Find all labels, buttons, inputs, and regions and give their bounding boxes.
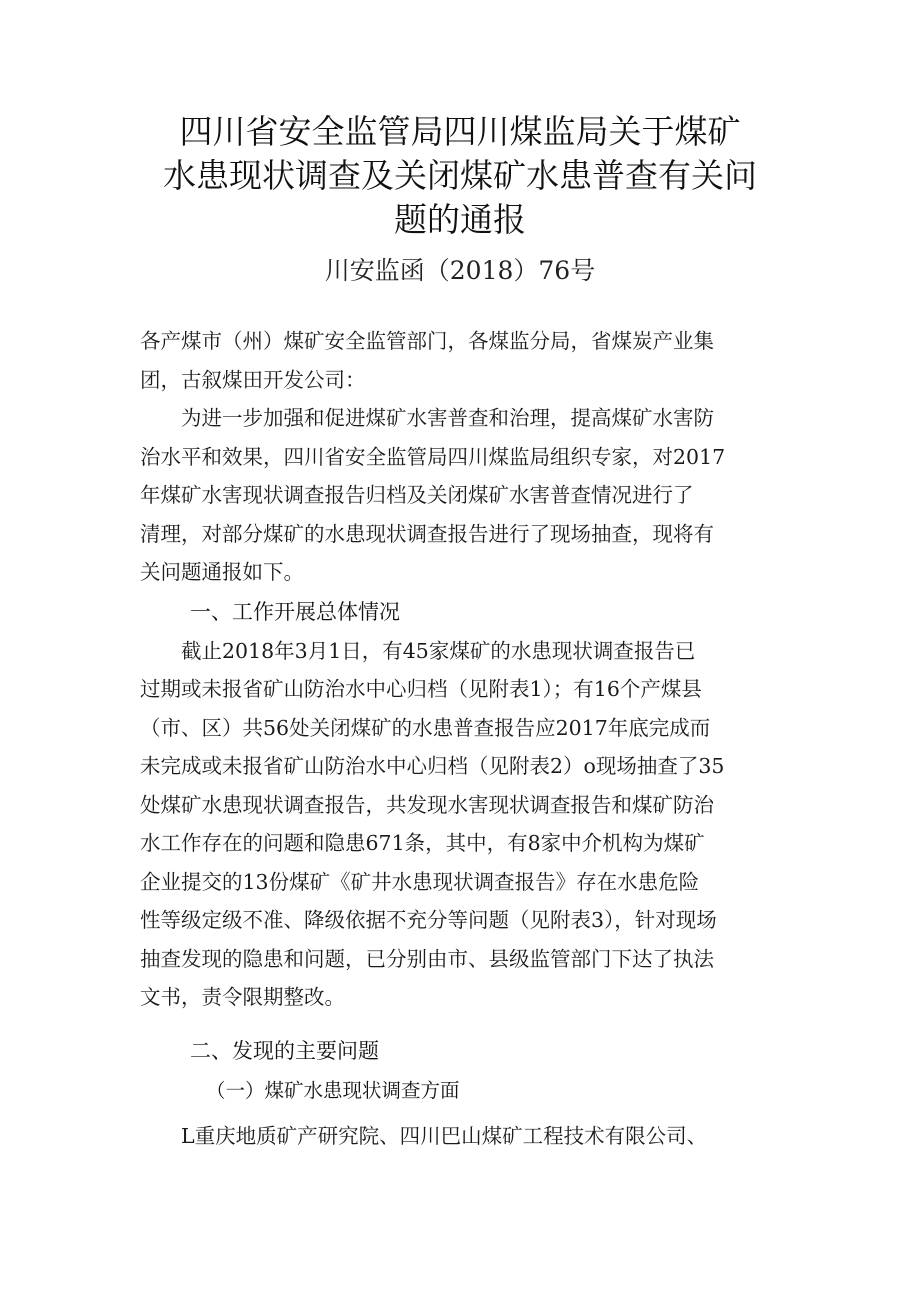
text-line: 文书，责令限期整改。 xyxy=(140,985,345,1009)
text-line: 性等级定级不准、降级依据不充分等问题（见附表3），针对现场 xyxy=(140,908,717,932)
text-line: 过期或未报省矿山防治水中心归档（见附表1）；有16个产煤县 xyxy=(140,677,702,701)
text-line: 企业提交的13份煤矿《矿井水患现状调查报告》存在水患危险 xyxy=(140,869,700,894)
document-number: 川安监函（2018）76号 xyxy=(324,256,596,285)
text-line: L重庆地质矿产研究院、四川巴山煤矿工程技术有限公司、 xyxy=(181,1123,708,1148)
text-line: 关问题通报如下。 xyxy=(140,560,304,584)
title-line: 题的通报 xyxy=(394,200,526,239)
text-line: 治水平和效果，四川省安全监管局四川煤监局组织专家，对2017 xyxy=(140,444,726,469)
text-line: 年煤矿水害现状调查报告归档及关闭煤矿水害普查情况进行了 xyxy=(140,483,694,507)
salutation xyxy=(140,322,790,399)
text-line: 团，古叙煤田开发公司： xyxy=(140,367,366,392)
text-line: 各产煤市（州）煤矿安全监管部门，各煤监分局，省煤炭产业集 xyxy=(140,329,714,353)
title-line: 水患现状调查及关闭煤矿水患普查有关问 xyxy=(163,156,757,195)
text-line: 截止2018年3月1日，有45家煤矿的水患现状调查报告已 xyxy=(181,638,696,663)
document-title xyxy=(150,110,770,242)
title-line: 四川省安全监管局四川煤监局关于煤矿 xyxy=(179,112,741,151)
intro-paragraph xyxy=(140,399,790,592)
subsection-heading-1: （一）煤矿水患现状调查方面 xyxy=(206,1078,460,1102)
text-line: 为进一步加强和促进煤矿水害普查和治理，提高煤矿水害防 xyxy=(181,406,714,430)
item-1-paragraph xyxy=(140,1117,790,1156)
document-body xyxy=(140,322,790,1155)
text-line: （市、区）共56处关闭煤矿的水患普查报告应2017年底完成而 xyxy=(140,715,711,740)
section-heading-2: 二、发现的主要问题 xyxy=(190,1038,379,1063)
text-line: 抽查发现的隐患和问题，已分别由市、县级监管部门下达了执法 xyxy=(140,946,714,971)
text-line: 清理，对部分煤矿的水患现状调查报告进行了现场抽查，现将有 xyxy=(140,521,714,546)
section1-paragraph xyxy=(140,632,790,1017)
section-heading-1: 一、工作开展总体情况 xyxy=(190,599,400,624)
text-line: 水工作存在的问题和隐患671条，其中，有8家中介机构为煤矿 xyxy=(140,831,705,855)
text-line: 处煤矿水患现状调查报告，共发现水害现状调查报告和煤矿防治 xyxy=(140,792,714,817)
text-line: 未完成或未报省矿山防治水中心归档（见附表2）o现场抽查了35 xyxy=(140,754,725,778)
